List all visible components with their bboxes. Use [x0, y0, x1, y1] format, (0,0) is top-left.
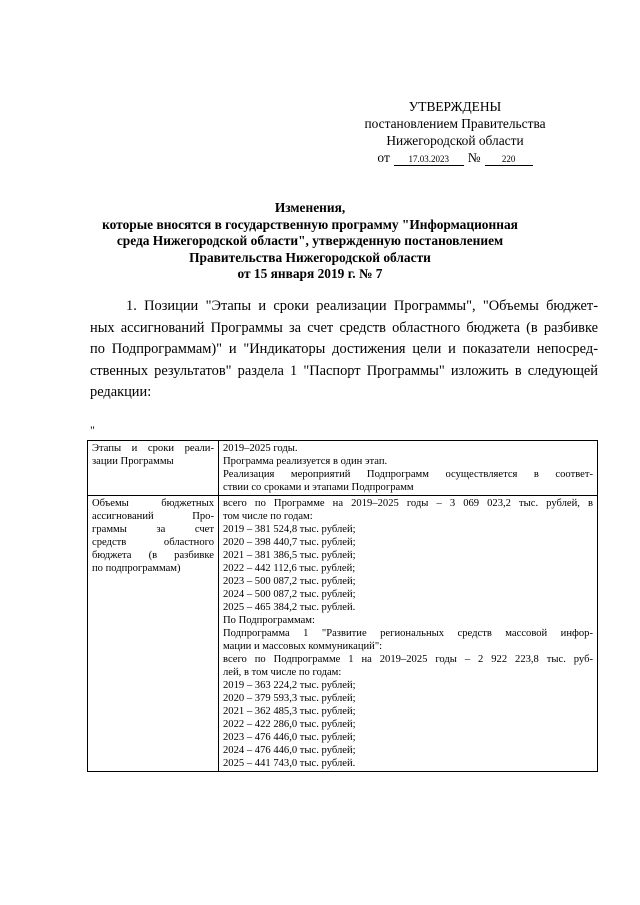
content-line: 2021 – 381 386,5 тыс. рублей;: [223, 550, 356, 561]
heading-line: которые вносятся в государственную программу "Информационная: [102, 216, 518, 232]
from-label: от: [377, 150, 390, 165]
paragraph-line: по Подпрограммам)" и "Индикаторы достижения цели и показатели непосред-: [90, 341, 598, 357]
body-paragraph: [90, 296, 598, 404]
approval-date: 17.03.2023: [394, 154, 464, 166]
label-line: Этапы и сроки реали-: [92, 443, 214, 454]
content-line: Подпрограмма 1 "Развитие региональных средств массовой инфор-: [223, 628, 593, 639]
approval-date-row: [330, 149, 580, 166]
content-line: всего по Программе на 2019–2025 годы – 3 069 023,2 тыс. рублей, в: [223, 498, 593, 509]
content-line: 2019 – 381 524,8 тыс. рублей;: [223, 524, 356, 535]
content-line: 2024 – 500 087,2 тыс. рублей;: [223, 589, 356, 600]
content-line: Программа реализуется в один этап.: [223, 456, 388, 467]
content-line: том числе по годам:: [223, 511, 313, 522]
content-line: 2020 – 379 593,3 тыс. рублей;: [223, 693, 356, 704]
content-line: 2021 – 362 485,3 тыс. рублей;: [223, 706, 356, 717]
heading-line: Изменения,: [274, 200, 346, 215]
approval-line-2: Нижегородской области: [386, 133, 524, 148]
content-line: 2024 – 476 446,0 тыс. рублей;: [223, 745, 356, 756]
content-line: 2022 – 422 286,0 тыс. рублей;: [223, 719, 356, 730]
table-row: [88, 441, 598, 496]
content-line: всего по Подпрограмме 1 на 2019–2025 годы – 2 922 223,8 тыс. руб-: [223, 654, 593, 665]
label-line: бюджета (в разбивке: [92, 550, 214, 561]
paragraph-line: ственных результатов" раздела 1 "Паспорт Программы" изложить в следующей: [90, 362, 598, 379]
content-line: 2025 – 441 743,0 тыс. рублей.: [223, 758, 356, 769]
table-row: [88, 496, 598, 772]
content-line: По Подпрограммам:: [223, 615, 315, 626]
content-line: 2019–2025 годы.: [223, 443, 298, 454]
opening-quote: ": [90, 423, 95, 437]
row-content-cell: [219, 496, 598, 772]
approval-line-1: постановлением Правительства: [364, 116, 546, 131]
passport-table: [87, 440, 598, 772]
row-label-cell: [88, 441, 219, 496]
label-line: зации Программы: [92, 456, 174, 467]
approval-number: 220: [485, 154, 533, 166]
paragraph-line: редакции:: [90, 384, 152, 400]
paragraph-line: 1. Позиции "Этапы и сроки реализации Программы", "Объемы бюджет-: [126, 298, 598, 314]
heading-line: Правительства Нижегородской области: [189, 249, 431, 265]
number-label: №: [467, 150, 481, 165]
paragraph-line: ных ассигнований Программы за счет средств областного бюджета (в разбивке: [90, 319, 598, 336]
content-line: 2023 – 500 087,2 тыс. рублей;: [223, 576, 356, 587]
label-line: граммы за счет: [92, 524, 214, 535]
label-line: Объемы бюджетных: [92, 498, 214, 509]
content-line: 2025 – 465 384,2 тыс. рублей.: [223, 602, 356, 613]
document-heading: [100, 200, 520, 283]
heading-line: среда Нижегородской области", утвержденную постановлением: [116, 233, 504, 248]
label-line: по подпрограммам): [92, 563, 181, 574]
content-line: лей, в том числе по годам:: [223, 667, 342, 678]
approval-title: УТВЕРЖДЕНЫ: [408, 99, 502, 114]
heading-line: от 15 января 2019 г. № 7: [237, 266, 383, 281]
label-line: ассигнований Про-: [92, 511, 214, 522]
content-line: мации и массовых коммуникаций":: [223, 641, 383, 652]
content-line: 2019 – 363 224,2 тыс. рублей;: [223, 680, 356, 691]
content-line: ствии со сроками и этапами Подпрограмм: [223, 482, 414, 493]
row-content-cell: [219, 441, 598, 496]
content-line: 2022 – 442 112,6 тыс. рублей;: [223, 563, 356, 574]
content-line: 2023 – 476 446,0 тыс. рублей;: [223, 732, 356, 743]
label-line: средств областного: [92, 537, 214, 548]
content-line: 2020 – 398 440,7 тыс. рублей;: [223, 537, 356, 548]
content-line: Реализация мероприятий Подпрограмм осуществляется в соответ-: [223, 469, 593, 480]
approval-stamp: [330, 98, 580, 166]
row-label-cell: [88, 496, 219, 772]
